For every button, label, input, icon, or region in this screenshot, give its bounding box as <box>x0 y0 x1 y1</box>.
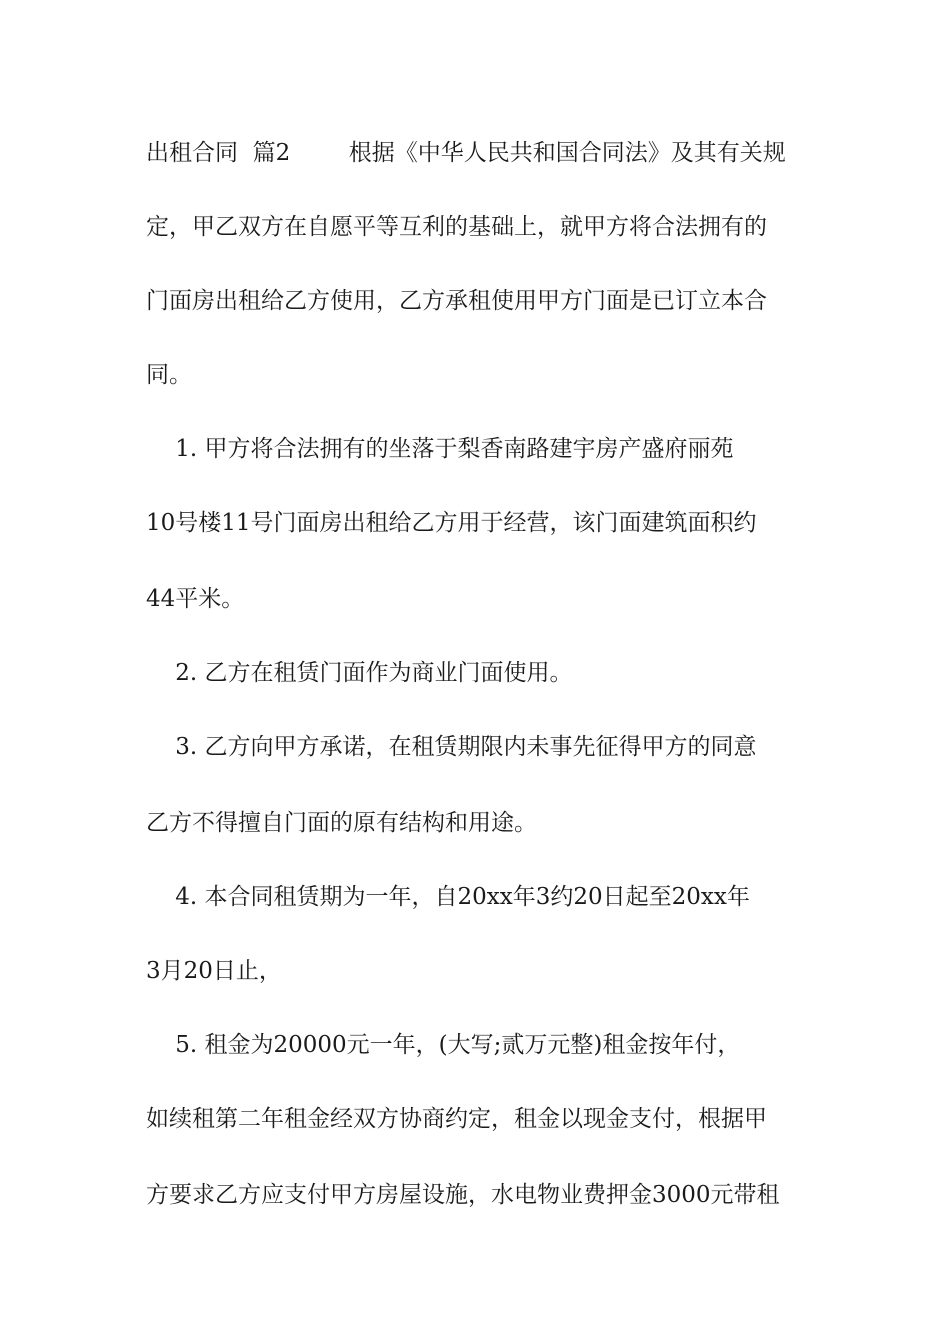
text-line-4: 同。 <box>146 362 192 388</box>
text-line-13: 5. 租金为20000元一年，(大写;贰万元整)租金按年付， <box>146 1032 741 1058</box>
text-line-11: 4. 本合同租赁期为一年，自20xx年3约20日起至20xx年 <box>146 884 750 910</box>
text-line-14: 如续租第二年租金经双方协商约定，租金以现金支付，根据甲 <box>146 1106 767 1132</box>
text-line-15: 方要求乙方应支付甲方房屋设施，水电物业费押金3000元带租 <box>146 1182 780 1208</box>
text-line-6: 10号楼11号门面房出租给乙方用于经营，该门面建筑面积约 <box>146 510 757 536</box>
text-line-8: 2. 乙方在租赁门面作为商业门面使用。 <box>146 660 573 686</box>
text-line-1: 出租合同 篇2 根据《中华人民共和国合同法》及其有关规 <box>146 140 786 166</box>
text-line-5: 1. 甲方将合法拥有的坐落于梨香南路建宇房产盛府丽苑 <box>146 436 734 462</box>
text-line-9: 3. 乙方向甲方承诺，在租赁期限内未事先征得甲方的同意 <box>146 734 757 760</box>
text-line-12: 3月20日止， <box>146 958 282 984</box>
text-line-7: 44平米。 <box>146 586 245 612</box>
text-line-2: 定，甲乙双方在自愿平等互利的基础上，就甲方将合法拥有的 <box>146 214 767 240</box>
text-line-10: 乙方不得擅自门面的原有结构和用途。 <box>146 810 537 836</box>
text-line-3: 门面房出租给乙方使用，乙方承租使用甲方门面是已订立本合 <box>146 288 767 314</box>
